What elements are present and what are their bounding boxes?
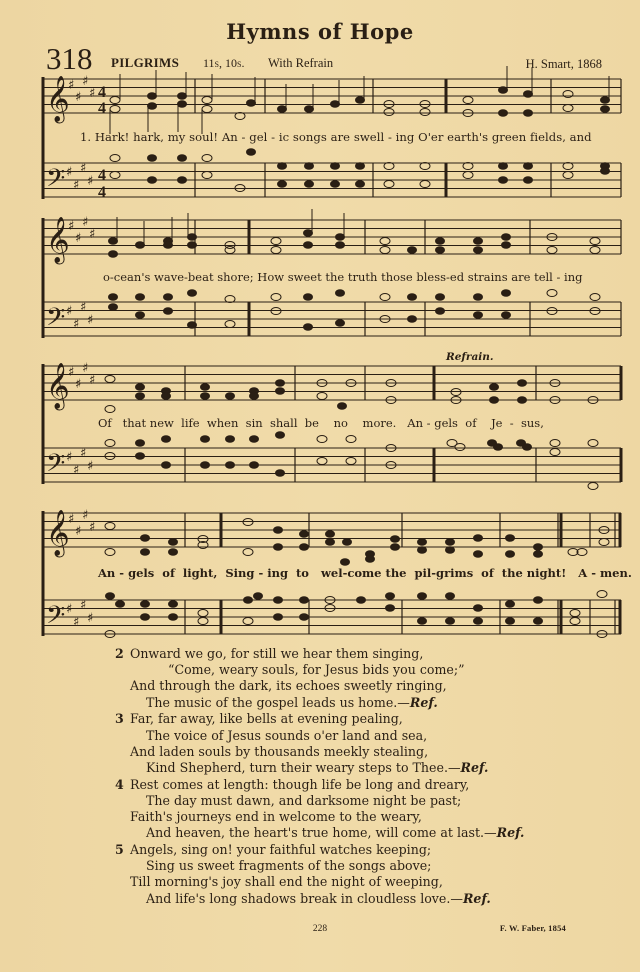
svg-text:♯: ♯ [66, 165, 73, 180]
verse-number: 3 [115, 711, 124, 727]
page-number: 228 [312, 924, 328, 934]
refrain-reference: Ref. [462, 890, 491, 906]
verse-2 [115, 646, 550, 711]
verse-number: 4 [115, 776, 124, 792]
verse-line: Rest comes at length: though life be long and dreary, [130, 776, 470, 792]
verse-line: And heaven, the heart's true home, will come at last.— [146, 825, 497, 841]
svg-text:♯: ♯ [80, 300, 87, 315]
lyrics-system-1: 1. Hark! hark, my soul! An - gel - ic songs are swell - ing O'er earth's green fields, and [80, 130, 592, 144]
svg-text:♯: ♯ [80, 598, 87, 613]
svg-text:♯: ♯ [75, 231, 82, 246]
running-title: Hymns of Hope [226, 19, 414, 44]
svg-text:𝄞: 𝄞 [46, 76, 70, 122]
verse-line: The music of the gospel leads us home.— [146, 694, 410, 710]
svg-text:𝄢: 𝄢 [46, 601, 66, 636]
verse-number: 5 [115, 841, 124, 857]
svg-text:♯: ♯ [89, 520, 96, 535]
lyrics-system-2: o-cean's wave-beat shore; How sweet the truth those bless-ed strains are tell - ing [103, 270, 583, 284]
svg-text:♯: ♯ [68, 78, 75, 93]
hymn-number: 318 [46, 41, 93, 76]
svg-text:♯: ♯ [82, 74, 89, 89]
svg-text:♯: ♯ [73, 317, 80, 332]
svg-text:♯: ♯ [68, 219, 75, 234]
music-system-4 [40, 500, 632, 640]
verse-line: And life's long shadows break in cloudless love.— [146, 890, 463, 906]
svg-text:♯: ♯ [68, 365, 75, 380]
svg-text:♯: ♯ [80, 161, 87, 176]
svg-text:♯: ♯ [87, 459, 94, 474]
refrain-note: With Refrain [268, 56, 334, 70]
svg-text:♯: ♯ [80, 446, 87, 461]
verse-line: Far, far away, like bells at evening pealing, [130, 711, 403, 727]
svg-text:♯: ♯ [73, 178, 80, 193]
svg-text:♯: ♯ [75, 524, 82, 539]
text-author: F. W. Faber, 1854 [499, 923, 566, 933]
svg-text:♯: ♯ [66, 602, 73, 617]
svg-text:♯: ♯ [82, 215, 89, 230]
verse-3 [115, 711, 550, 776]
svg-text:♯: ♯ [66, 304, 73, 319]
svg-text:𝄢: 𝄢 [46, 164, 66, 199]
svg-text:♯: ♯ [66, 450, 73, 465]
svg-text:𝄢: 𝄢 [46, 449, 66, 484]
refrain-reference: Ref. [460, 759, 489, 775]
svg-text:𝄞: 𝄞 [46, 363, 70, 409]
verse-line: Faith's journeys end in welcome to the weary, [130, 809, 422, 825]
refrain-reference: Ref. [496, 825, 525, 841]
svg-text:𝄞: 𝄞 [46, 217, 70, 263]
verse-line: The voice of Jesus sounds o'er land and sea, [146, 727, 428, 743]
verse-line: And through the dark, its echoes sweetly ringing, [130, 678, 447, 694]
svg-text:𝄞: 𝄞 [46, 510, 70, 556]
svg-text:♯: ♯ [68, 512, 75, 527]
tune-name: PILGRIMS [111, 55, 180, 70]
svg-text:♯: ♯ [89, 86, 96, 101]
svg-text:♯: ♯ [87, 174, 94, 189]
verse-line: And laden souls by thousands meekly stealing, [130, 743, 429, 759]
verse-text-block [115, 646, 550, 907]
composer: H. Smart, 1868 [525, 57, 602, 71]
meter: 11s, 10s. [203, 56, 245, 70]
verse-number: 2 [115, 646, 124, 661]
svg-text:4: 4 [98, 167, 106, 184]
verse-line: The day must dawn, and darksome night be past; [146, 792, 462, 808]
lyrics-system-4: An - gels of light, Sing - ing to wel-come the pil-grims of the night! A - men. [98, 566, 632, 580]
music-system-2 [40, 213, 622, 348]
verse-line: Kind Shepherd, turn their weary steps to Thee.— [146, 759, 461, 775]
verse-line: Angels, sing on! your faithful watches keeping; [130, 841, 432, 857]
verse-line: Onward we go, for still we hear them singing, [130, 646, 424, 661]
svg-text:♯: ♯ [89, 373, 96, 388]
refrain-label: Refrain. [446, 351, 494, 363]
svg-text:♯: ♯ [87, 313, 94, 328]
svg-text:4: 4 [98, 100, 106, 117]
svg-text:♯: ♯ [82, 361, 89, 376]
verse-line: Till morning's joy shall end the night of weeping, [130, 874, 443, 890]
svg-text:♯: ♯ [75, 377, 82, 392]
music-system-3 [40, 351, 622, 490]
music-system-1 [40, 72, 622, 207]
svg-text:♯: ♯ [73, 463, 80, 478]
refrain-reference: Ref. [409, 694, 438, 710]
verse-5 [115, 841, 550, 907]
svg-text:𝄢: 𝄢 [46, 303, 66, 338]
svg-text:♯: ♯ [75, 90, 82, 105]
lyrics-system-3: Of that new life when sin shall be no more. An - gels of Je - sus, [98, 416, 544, 430]
svg-text:♯: ♯ [73, 615, 80, 630]
svg-text:♯: ♯ [87, 611, 94, 626]
verse-line: “Come, weary souls, for Jesus bids you come;” [168, 662, 465, 678]
svg-text:♯: ♯ [82, 508, 89, 523]
verse-4 [115, 776, 550, 842]
svg-text:4: 4 [98, 84, 106, 101]
verse-line: Sing us sweet fragments of the songs above; [146, 858, 432, 874]
svg-text:4: 4 [98, 184, 106, 201]
svg-text:♯: ♯ [89, 227, 96, 242]
